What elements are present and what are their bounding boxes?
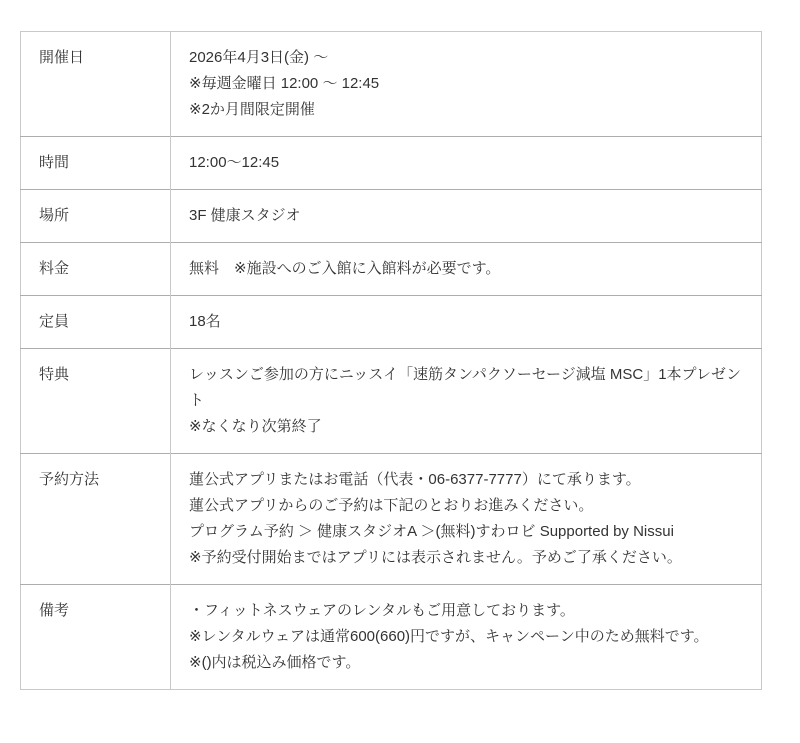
value-line: 12:00～12:45 xyxy=(189,154,280,171)
value-line: ※なくなり次第終了 xyxy=(189,418,322,435)
value-line: 18名 xyxy=(189,313,221,330)
row-value xyxy=(171,296,762,349)
value-line: プログラム予約 ＞ 健康スタジオA ＞(無料)すわロビ Supported by Nissui xyxy=(189,523,674,540)
value-line: 蓮公式アプリまたはお電話（代表・06-6377-7777）にて承ります。 xyxy=(189,471,641,488)
event-info-table xyxy=(20,31,762,690)
value-line: 2026年4月3日(金) ～ xyxy=(189,49,329,66)
row-label: 特典 xyxy=(21,349,171,454)
row-value xyxy=(171,137,762,190)
table-row xyxy=(21,349,762,454)
row-value xyxy=(171,32,762,137)
value-line: レッスンご参加の方にニッスイ「速筋タンパクソーセージ減塩 MSC」1本プレゼント xyxy=(189,366,741,409)
value-line: 無料 ※施設へのご入館に入館料が必要です。 xyxy=(189,260,501,277)
value-line: ※予約受付開始まではアプリには表示されません。予めご了承ください。 xyxy=(189,549,682,566)
table-row xyxy=(21,190,762,243)
table-row xyxy=(21,32,762,137)
table-row xyxy=(21,243,762,296)
value-line: ※2か月間限定開催 xyxy=(189,101,315,118)
value-line: 3F 健康スタジオ xyxy=(189,207,301,224)
value-line: ※レンタルウェアは通常600(660)円ですが、キャンペーン中のため無料です。 xyxy=(189,628,709,645)
row-value xyxy=(171,349,762,454)
row-value xyxy=(171,243,762,296)
row-label: 時間 xyxy=(21,137,171,190)
row-label: 予約方法 xyxy=(21,454,171,585)
row-value xyxy=(171,585,762,690)
table-row xyxy=(21,137,762,190)
row-label: 開催日 xyxy=(21,32,171,137)
value-line: 蓮公式アプリからのご予約は下記のとおりお進みください。 xyxy=(189,497,594,514)
row-label: 定員 xyxy=(21,296,171,349)
table-row xyxy=(21,454,762,585)
row-label: 備考 xyxy=(21,585,171,690)
value-line: ・フィットネスウェアのレンタルもご用意しております。 xyxy=(189,602,575,619)
row-value xyxy=(171,190,762,243)
row-label: 料金 xyxy=(21,243,171,296)
event-info-table-body xyxy=(21,32,762,690)
table-row xyxy=(21,585,762,690)
row-value xyxy=(171,454,762,585)
value-line: ※()内は税込み価格です。 xyxy=(189,654,361,671)
value-line: ※毎週金曜日 12:00 ～ 12:45 xyxy=(189,75,380,92)
table-row xyxy=(21,296,762,349)
row-label: 場所 xyxy=(21,190,171,243)
